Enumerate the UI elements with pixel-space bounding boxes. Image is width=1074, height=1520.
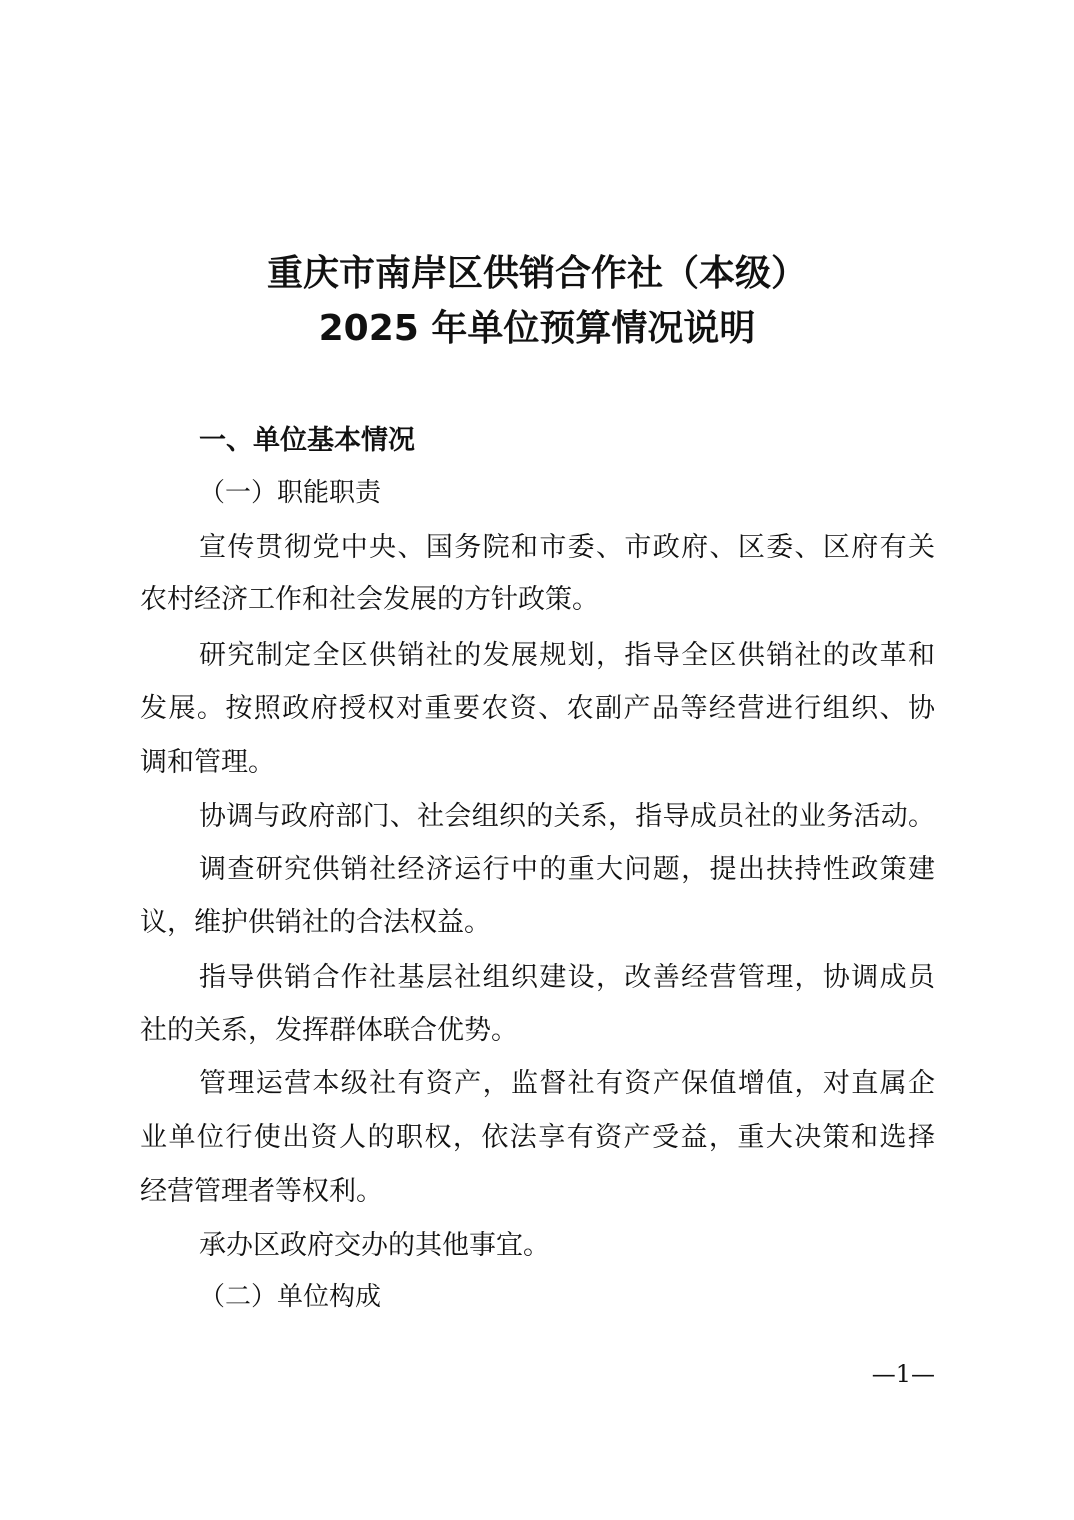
paragraph-line: 承办区政府交办的其他事宜。 — [199, 1230, 550, 1261]
document-title-line-1: 重庆市南岸区供销合作社（本级） — [266, 253, 807, 294]
paragraph-line: 调查研究供销社经济运行中的重大问题，提出扶持性政策建 — [199, 854, 935, 885]
paragraph-line: 管理运营本级社有资产，监督社有资产保值增值，对直属企 — [199, 1068, 935, 1099]
section-heading-basic-info: 一、单位基本情况 — [199, 425, 415, 456]
paragraph-line: 指导供销合作社基层社组织建设，改善经营管理，协调成员 — [199, 962, 935, 993]
paragraph-line: 业单位行使出资人的职权，依法享有资产受益，重大决策和选择 — [140, 1122, 935, 1153]
paragraph-line: 社的关系，发挥群体联合优势。 — [140, 1015, 518, 1046]
paragraph-line: 调和管理。 — [140, 747, 275, 778]
paragraph-line: 发展。按照政府授权对重要农资、农副产品等经营进行组织、协 — [140, 693, 935, 724]
paragraph-line: 议，维护供销社的合法权益。 — [140, 907, 491, 938]
paragraph-line: 经营管理者等权利。 — [140, 1176, 383, 1207]
subsection-heading-duties: （一）职能职责 — [199, 478, 382, 508]
paragraph-line: 研究制定全区供销社的发展规划，指导全区供销社的改革和 — [199, 640, 935, 671]
document-title-line-2: 2025 年单位预算情况说明 — [318, 308, 756, 349]
subsection-heading-composition: （二）单位构成 — [199, 1282, 382, 1312]
paragraph-line: 宣传贯彻党中央、国务院和市委、市政府、区委、区府有关 — [199, 532, 935, 563]
paragraph-line: 农村经济工作和社会发展的方针政策。 — [140, 584, 599, 615]
paragraph-line: 协调与政府部门、社会组织的关系，指导成员社的业务活动。 — [199, 801, 935, 832]
page-number: —1— — [871, 1360, 935, 1388]
